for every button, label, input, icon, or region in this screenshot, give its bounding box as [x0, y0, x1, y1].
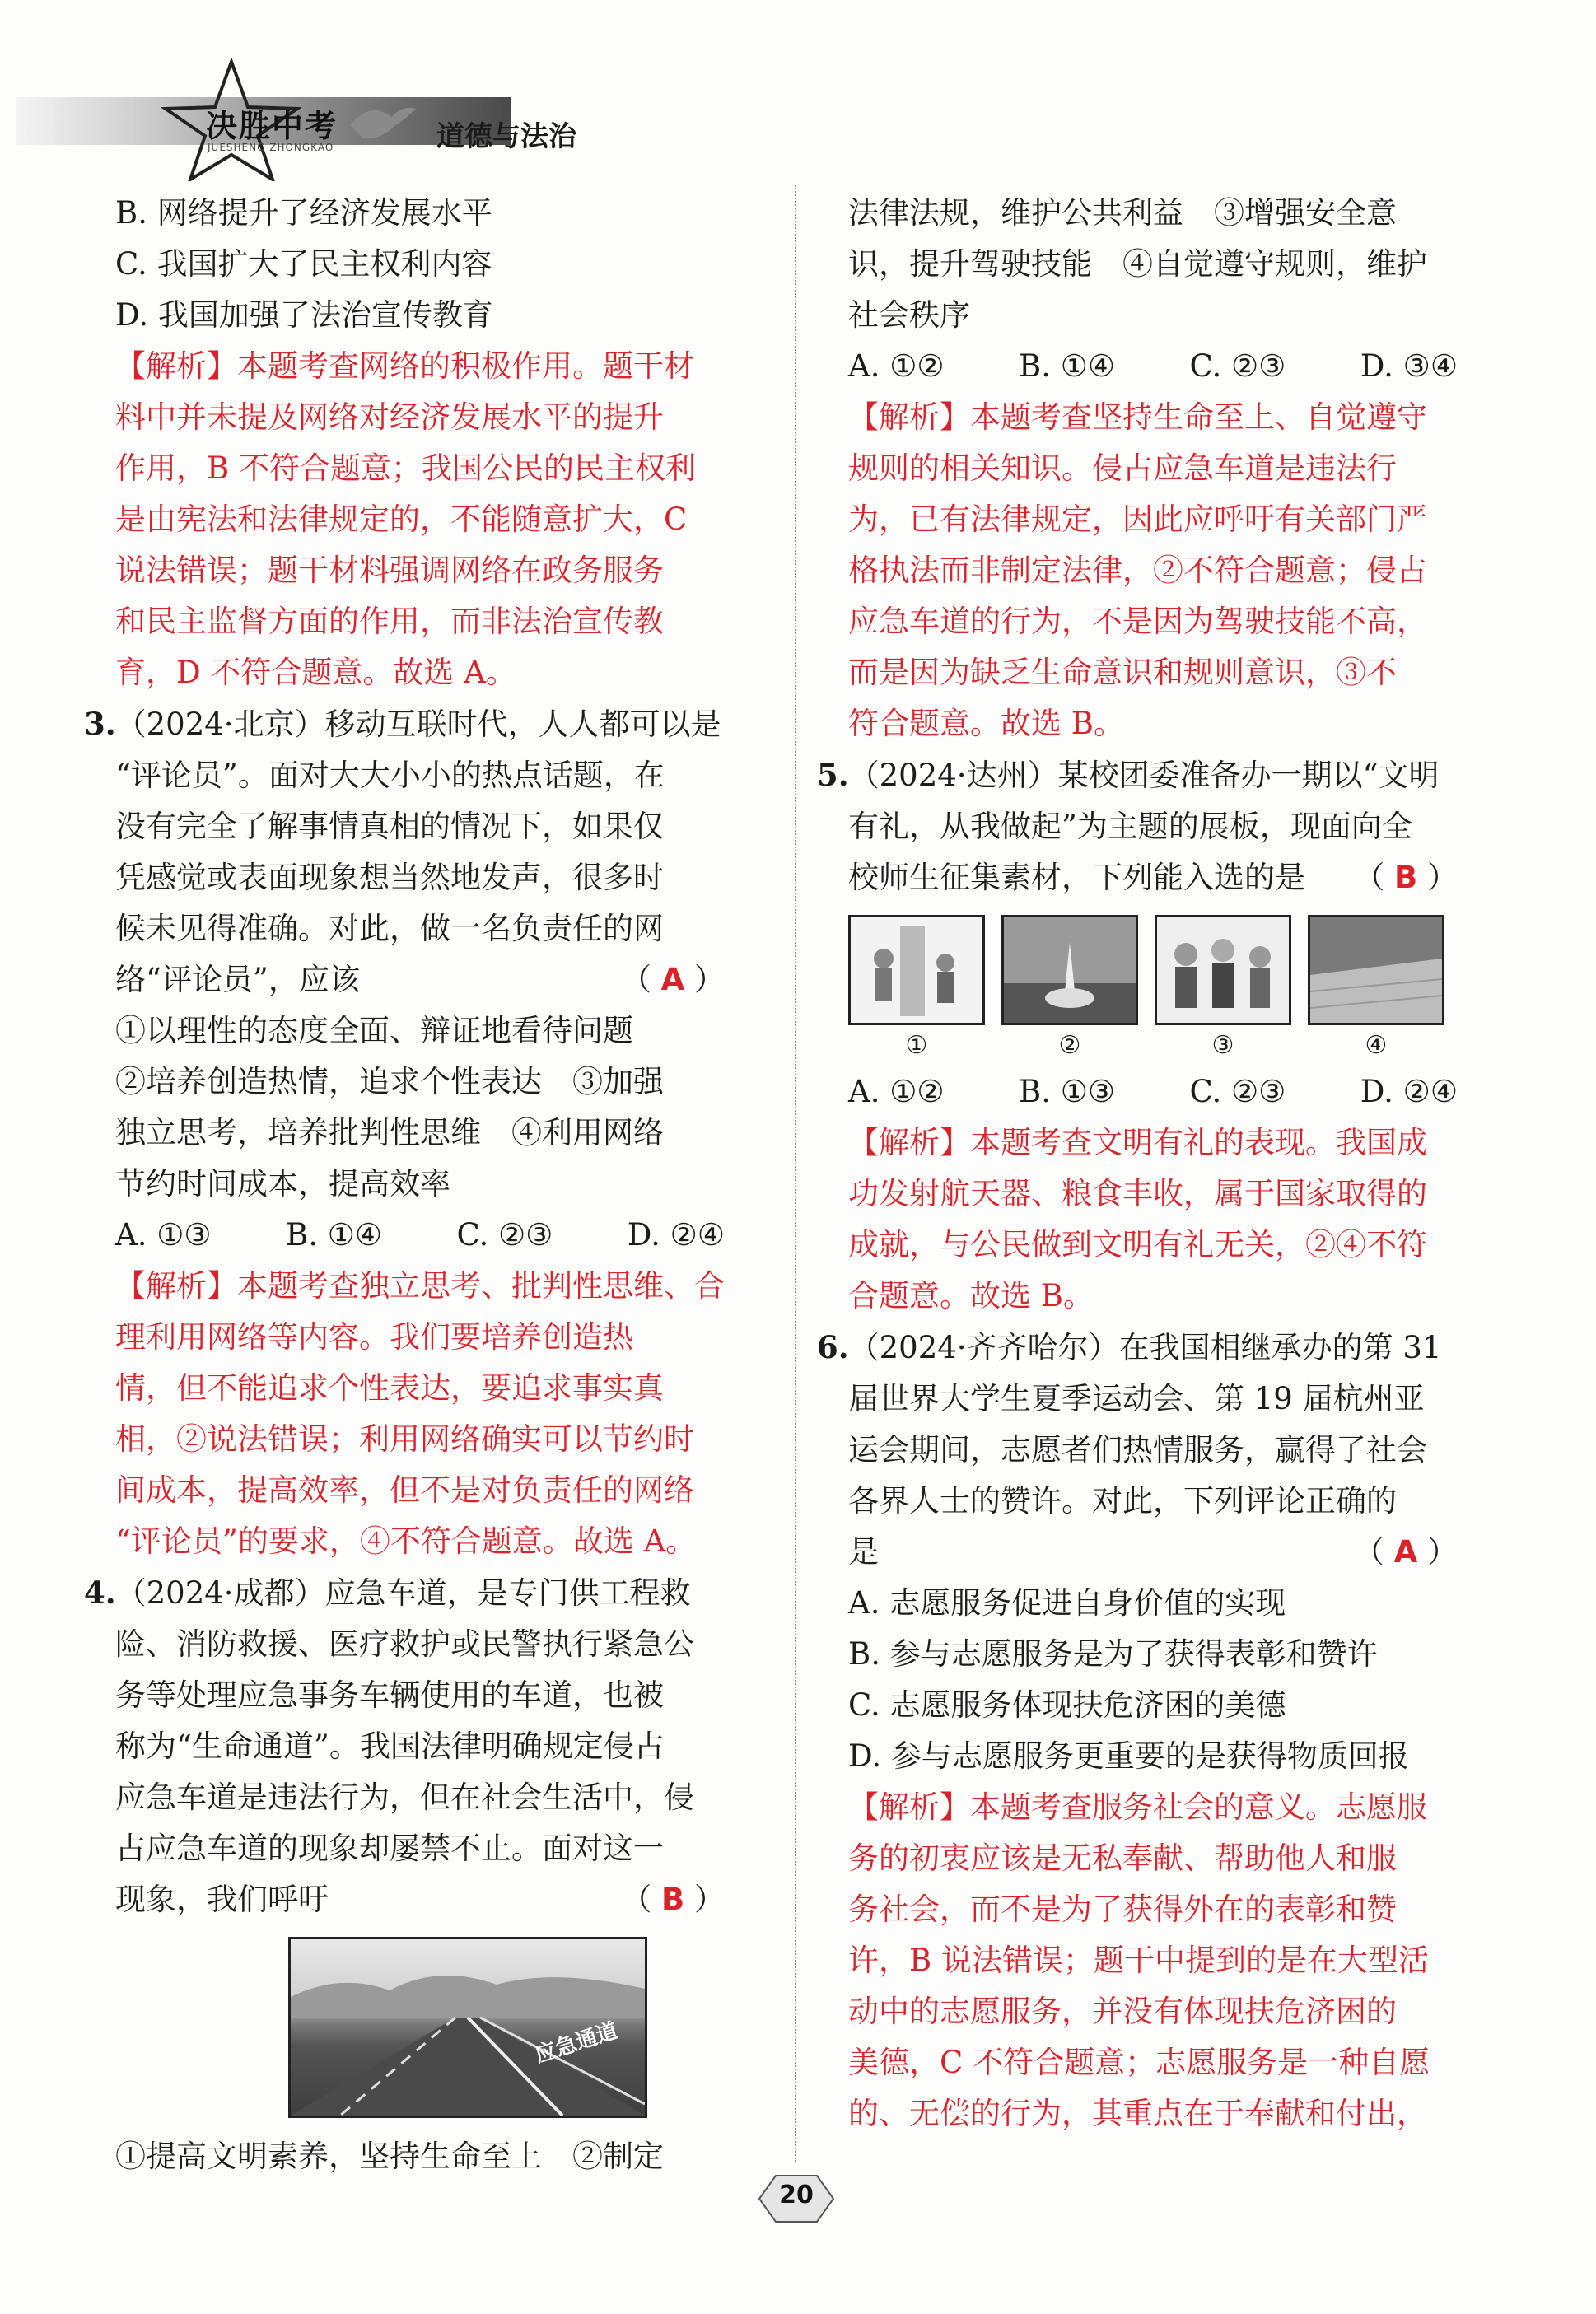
left-column	[84, 188, 766, 2182]
image-choice-4	[1308, 915, 1444, 1025]
question-stem-line: 占应急车道的现象却屡禁不止。面对这一	[115, 1831, 664, 1866]
option-c: C. ②③	[456, 1217, 553, 1253]
question-3	[84, 698, 766, 1567]
option-line: D. 我国加强了法治宣传教育	[115, 297, 493, 333]
subject-title: 道德与法治	[436, 120, 576, 153]
choice-item-line: ①以理性的态度全面、辩证地看待问题	[115, 1013, 633, 1048]
option-line: C. 我国扩大了民主权利内容	[115, 246, 492, 282]
analysis-line: 料中并未提及网络对经济发展水平的提升	[115, 399, 664, 435]
analysis-line: 而是因为缺乏生命意识和规则意识，③不	[848, 655, 1397, 690]
question-stem-line: 称为“生命通道”。我国法律明确规定侵占	[115, 1729, 665, 1764]
analysis-line: 情，但不能追求个性表达，要追求事实真	[115, 1370, 664, 1406]
analysis-line: 说法错误；题干材料强调网络在政务服务	[115, 553, 664, 588]
option-b: B. ①③	[1019, 1074, 1116, 1109]
q2-analysis	[115, 341, 766, 698]
question-number: 4.	[84, 1575, 116, 1611]
analysis-line: 作用，B 不符合题意；我国公民的民主权利	[115, 450, 696, 486]
analysis-line: 育，D 不符合题意。故选 A。	[115, 655, 516, 690]
image-choice-labels	[848, 1025, 1491, 1066]
question-stem-line: 运会期间，志愿者们热情服务，赢得了社会	[848, 1432, 1427, 1467]
question-number: 6.	[817, 1329, 849, 1365]
analysis-line: 是由宪法和法律规定的，不能随意扩大，C	[115, 502, 688, 537]
option-c: C. ②③	[1189, 348, 1286, 384]
option-d: D. ②④	[627, 1217, 725, 1253]
question-stem-line: 险、消防救援、医疗救护或民警执行紧急公	[115, 1626, 694, 1662]
question-stem-line: 应急车道是违法行为，但在社会生活中，侵	[115, 1780, 694, 1815]
analysis-line: 务的初衷应该是无私奉献、帮助他人和服	[848, 1840, 1397, 1876]
road-marking-text: 应急通道	[531, 2018, 622, 2069]
analysis-line: 和民主监督方面的作用，而非法治宣传教	[115, 604, 664, 639]
question-stem-line: 候未见得准确。对此，做一名负责任的网	[115, 911, 664, 946]
question-number: 5.	[817, 757, 849, 793]
question-stem-line: （2024·齐齐哈尔）在我国相继承办的第 31	[848, 1330, 1442, 1365]
analysis-line: 务社会，而不是为了获得外在的表彰和赞	[848, 1892, 1397, 1927]
image-choices	[848, 915, 1491, 1025]
analysis-line: 符合题意。故选 B。	[848, 706, 1124, 741]
question-stem-line: “评论员”。面对大大小小的热点话题，在	[115, 758, 665, 793]
question-5	[817, 749, 1491, 1322]
analysis-line: 相，②说法错误；利用网络确实可以节约时	[115, 1421, 694, 1457]
analysis-line: 【解析】本题考查坚持生命至上、自觉遵守	[848, 399, 1427, 435]
options-row	[848, 1066, 1458, 1117]
analysis-line: 规则的相关知识。侵占应急车道是违法行	[848, 450, 1397, 486]
option-b: B. ①④	[286, 1217, 383, 1253]
question-stem-line: 有礼，从我做起”为主题的展板，现面向全	[848, 809, 1412, 844]
choice-item-line: 节约时间成本，提高效率	[115, 1166, 450, 1201]
analysis-line: 为，已有法律规定，因此应呼吁有关部门严	[848, 502, 1427, 537]
analysis-line: 【解析】本题考查独立思考、批判性思维、合	[115, 1268, 725, 1304]
option-b: B. ①④	[1019, 348, 1116, 384]
option-a: A. ①③	[115, 1217, 212, 1253]
choice-item-line: ①提高文明素养，坚持生命至上 ②制定	[115, 2139, 664, 2174]
option-line: A. 志愿服务促进自身价值的实现	[848, 1585, 1286, 1621]
option-a: A. ①②	[848, 1074, 945, 1109]
answer-bracket: （ A ）	[620, 962, 725, 997]
answer-letter: A	[1393, 1534, 1418, 1570]
question-stem-line: 没有完全了解事情真相的情况下，如果仅	[115, 809, 664, 844]
question-stem-line: 校师生征集素材，下列能入选的是	[848, 860, 1305, 895]
analysis-line: 美德，C 不符合题意；志愿服务是一种自愿	[848, 2045, 1430, 2080]
choice-item-line: 独立思考，培养批判性思维 ④利用网络	[115, 1115, 664, 1150]
image-choice-3	[1155, 915, 1291, 1025]
brand-subtitle: JUESHENG ZHONGKAO	[208, 142, 334, 153]
answer-bracket: （ B ）	[1354, 860, 1458, 895]
question-stem-line: 务等处理应急事务车辆使用的车道，也被	[115, 1677, 664, 1713]
option-a: A. ①②	[848, 348, 945, 384]
choice-item-line: 社会秩序	[848, 297, 970, 333]
choice-item-line: 法律法规，维护公共利益 ③增强安全意	[848, 195, 1397, 231]
bird-decoration-icon	[346, 92, 420, 150]
brand-title: 决胜中考	[206, 108, 338, 144]
answer-letter: B	[661, 1882, 685, 1917]
image-choice-2	[1001, 915, 1138, 1025]
question-stem-line: 是	[848, 1534, 879, 1570]
analysis-line: “评论员”的要求，④不符合题意。故选 A。	[115, 1523, 697, 1559]
answer-letter: B	[1394, 860, 1418, 895]
question-stem-line: 现象，我们呼吁	[115, 1882, 329, 1917]
question-stem-line: 各界人士的赞许。对此，下列评论正确的	[848, 1483, 1397, 1519]
analysis-line: 【解析】本题考查网络的积极作用。题干材	[115, 348, 694, 384]
analysis-line: 成就，与公民做到文明有礼无关，②④不符	[848, 1227, 1427, 1262]
options-row	[848, 341, 1458, 392]
page-header	[0, 0, 1596, 198]
option-c: C. ②③	[1189, 1074, 1286, 1109]
option-d: D. ②④	[1360, 1074, 1458, 1109]
question-stem-line: （2024·成都）应急车道，是专门供工程救	[115, 1575, 691, 1611]
question-stem-line: （2024·达州）某校团委准备办一期以“文明	[848, 758, 1440, 793]
road-illustration-icon	[291, 1939, 645, 2116]
option-line: B. 参与志愿服务是为了获得表彰和赞许	[848, 1636, 1378, 1672]
analysis-line: 功发射航天器、粮食丰收，属于国家取得的	[848, 1176, 1427, 1211]
answer-bracket: （ A ）	[1353, 1534, 1458, 1570]
question-6	[817, 1322, 1491, 2139]
option-line: C. 志愿服务体现扶危济困的美德	[848, 1687, 1286, 1723]
image-label: ③	[1211, 1031, 1234, 1060]
analysis-line: 的、无偿的行为，其重点在于奉献和付出，	[848, 2096, 1427, 2131]
choice-item-line: 识，提升驾驶技能 ④自觉遵守规则，维护	[848, 246, 1427, 282]
column-divider	[795, 185, 796, 2162]
question-stem-line: （2024·北京）移动互联时代，人人都可以是	[115, 707, 721, 742]
question-number: 3.	[84, 706, 116, 742]
answer-letter: A	[660, 962, 685, 997]
analysis-line: 合题意。故选 B。	[848, 1278, 1094, 1313]
image-label: ④	[1365, 1031, 1388, 1060]
analysis-line: 【解析】本题考查文明有礼的表现。我国成	[848, 1125, 1427, 1160]
analysis-line: 间成本，提高效率，但不是对负责任的网络	[115, 1472, 694, 1508]
options-row	[115, 1210, 725, 1261]
question-4	[84, 1567, 766, 2182]
analysis-line: 格执法而非制定法律，②不符合题意；侵占	[848, 553, 1427, 588]
option-line: B. 网络提升了经济发展水平	[115, 195, 492, 231]
answer-bracket: （ B ）	[621, 1882, 725, 1917]
analysis-line: 许，B 说法错误；题干中提到的是在大型活	[848, 1943, 1429, 1978]
question-stem-line: 络“评论员”，应该	[115, 962, 360, 997]
option-d: D. ③④	[1360, 348, 1458, 384]
analysis-line: 【解析】本题考查服务社会的意义。志愿服	[848, 1789, 1427, 1825]
analysis-line: 应急车道的行为，不是因为驾驶技能不高，	[848, 604, 1427, 639]
emergency-lane-photo	[288, 1937, 647, 2118]
analysis-line: 动中的志愿服务，并没有体现扶危济困的	[848, 1994, 1397, 2029]
page-number-badge	[751, 2166, 842, 2232]
analysis-line: 理利用网络等内容。我们要培养创造热	[115, 1319, 633, 1355]
page-number: 20	[779, 2181, 814, 2209]
choice-item-line: ②培养创造热情，追求个性表达 ③加强	[115, 1064, 664, 1099]
image-label: ①	[905, 1031, 928, 1060]
right-column	[817, 188, 1491, 2139]
image-choice-1	[848, 915, 985, 1025]
option-line: D. 参与志愿服务更重要的是获得物质回报	[848, 1738, 1409, 1774]
question-stem-line: 届世界大学生夏季运动会、第 19 届杭州亚	[848, 1381, 1425, 1416]
image-label: ②	[1058, 1031, 1081, 1060]
question-stem-line: 凭感觉或表面现象想当然地发声，很多时	[115, 860, 664, 895]
